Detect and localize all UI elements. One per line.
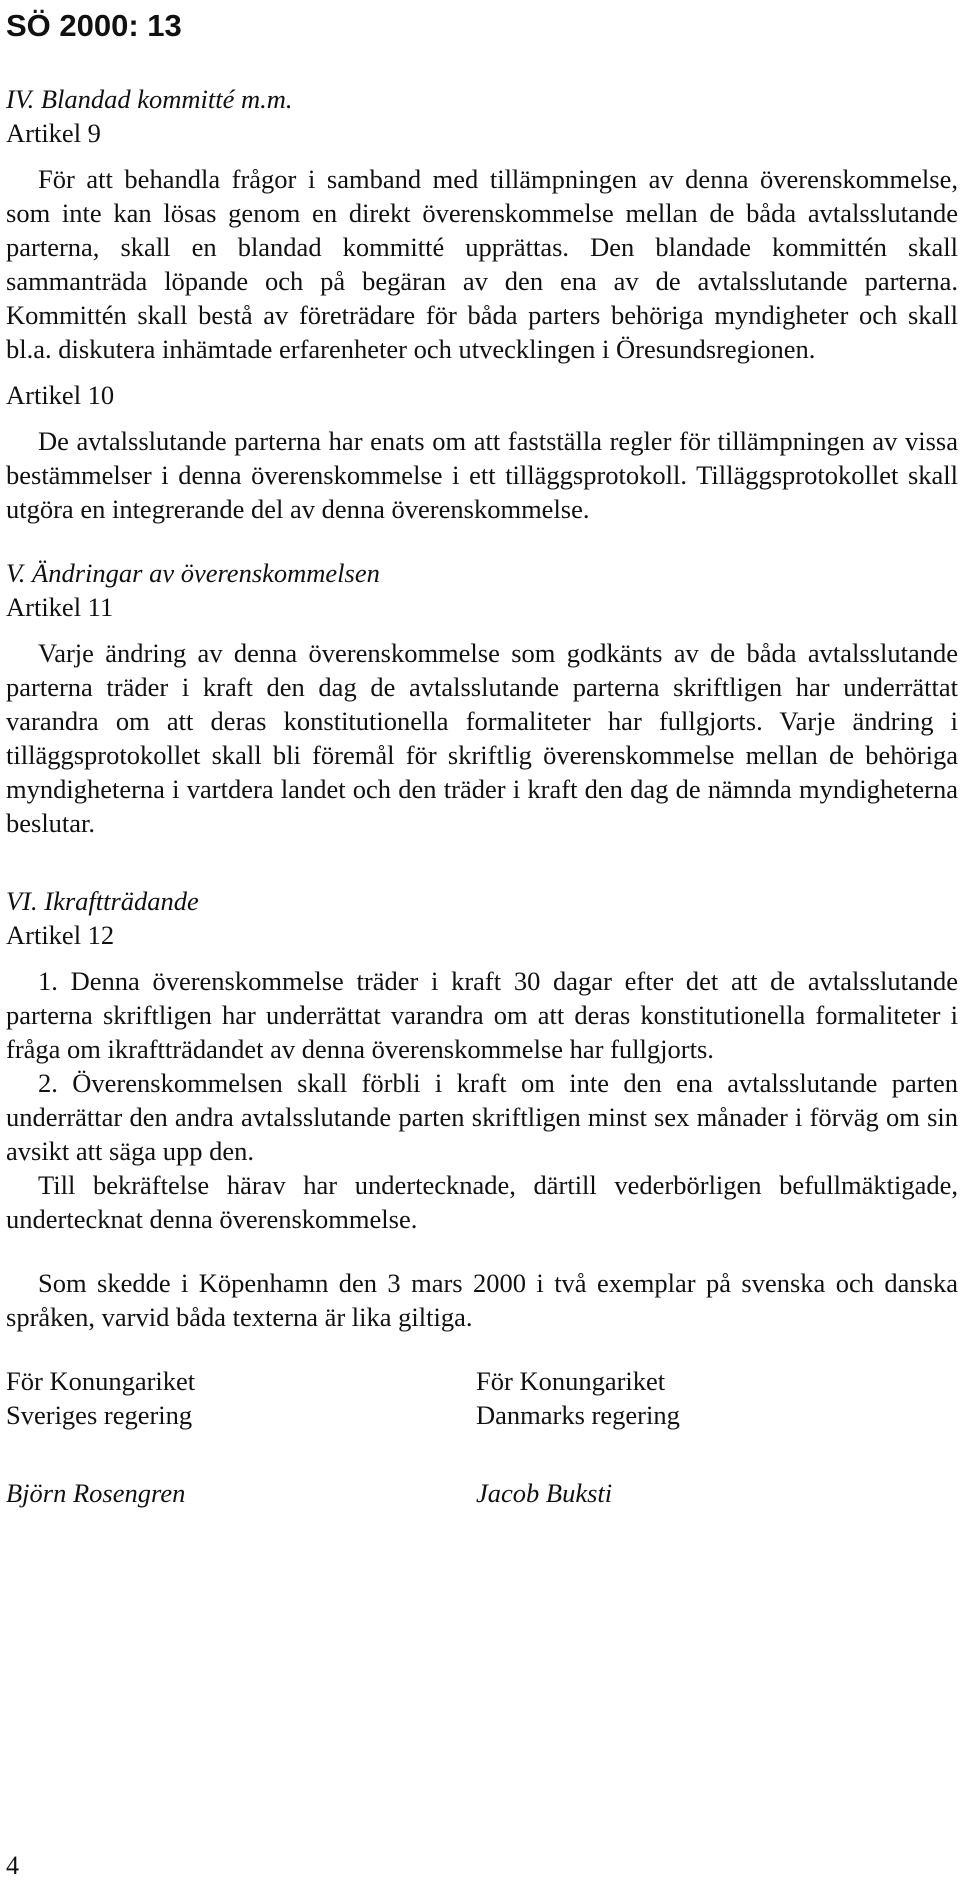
signature-block	[6, 1364, 958, 1510]
signature-denmark	[476, 1364, 946, 1510]
signature-sweden	[6, 1364, 476, 1510]
article-10-text: De avtalsslutande parterna har enats om att fastställa regler för tillämpningen av vissa bestämmelser i denna överenskommelse i ett tilläggsprotokoll. Tilläggsprotokollet skall utgöra en integrerande del av denna överenskommelse.	[6, 426, 958, 524]
article-12-paragraph-1: 1. Denna överenskommelse träder i kraft 30 dagar efter det att de avtalsslutande parterna skriftligen har underrättat varandra om att deras konstitutionella formaliteter i fråga om ikraftträdandet av denna överenskommelse har fullgjorts.	[6, 966, 958, 1064]
place-date-clause: Som skedde i Köpenhamn den 3 mars 2000 i två exemplar på svenska och danska språken, varvid båda texterna är lika giltiga.	[6, 1268, 958, 1332]
signatory-name: Björn Rosengren	[6, 1478, 186, 1508]
section-iv-title: IV. Blandad kommitté m.m.	[6, 84, 293, 114]
article-11-text: Varje ändring av denna överenskommelse som godkänts av de båda avtalsslutande parterna träder i kraft den dag de avtalsslutande parterna skriftligen har underrättat varandra om att deras konstitutionella formaliteter har fullgjorts. Varje ändring i tilläggsprotokollet skall bli föremål för skriftlig överenskommelse mellan de behöriga myndigheterna i vartdera landet och den träder i kraft den dag de nämnda myndigheterna beslutar.	[6, 638, 958, 838]
section-v-title: V. Ändringar av överenskommelsen	[6, 558, 380, 588]
article-11-title: Artikel 11	[6, 592, 114, 622]
signature-line-1: För Konungariket	[6, 1366, 196, 1396]
signatory-name: Jacob Buksti	[476, 1478, 613, 1508]
section-vi-title: VI. Ikraftträdande	[6, 886, 199, 916]
article-9-title: Artikel 9	[6, 118, 101, 148]
article-10-title: Artikel 10	[6, 380, 115, 410]
document-reference: SÖ 2000: 13	[6, 8, 182, 43]
article-12-title: Artikel 12	[6, 920, 115, 950]
witness-clause: Till bekräftelse härav har undertecknade, därtill vederbörligen befullmäktigade, undertecknat denna överenskommelse.	[6, 1170, 958, 1234]
document-body	[6, 82, 958, 1510]
signature-line-1: För Konungariket	[476, 1366, 666, 1396]
signature-line-2: Danmarks regering	[476, 1400, 680, 1430]
signature-line-2: Sveriges regering	[6, 1400, 193, 1430]
article-9-text: För att behandla frågor i samband med tillämpningen av denna överenskommelse, som inte kan lösas genom en direkt överenskommelse mellan de båda avtalsslutande parterna, skall en blandad kommitté upprättas. Den blandade kommittén skall sammanträda löpande och på begäran av den ena av de avtalsslutande parterna. Kommittén skall bestå av företrädare för båda parters behöriga myndigheter och skall bl.a. diskutera inhämtade erfarenheter och utvecklingen i Öresundsregionen.	[6, 164, 958, 364]
page-number: 4	[6, 1851, 19, 1880]
article-12-paragraph-2: 2. Överenskommelsen skall förbli i kraft om inte den ena avtalsslutande parten underrättar den andra avtalsslutande parten skriftligen minst sex månader i förväg om sin avsikt att säga upp den.	[6, 1068, 958, 1166]
